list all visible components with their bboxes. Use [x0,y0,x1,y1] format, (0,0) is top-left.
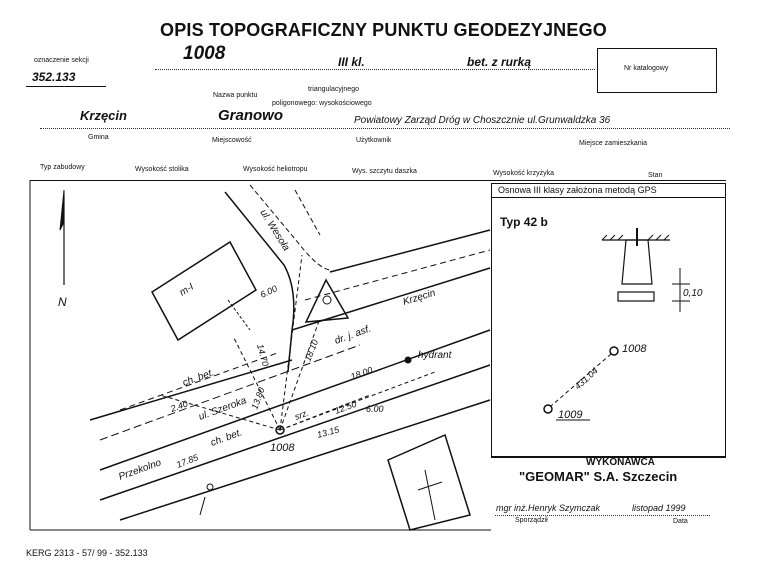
hydrant-label: hydrant [418,350,452,361]
dim-1470: 14.70 [255,342,271,368]
miejscowosc-label: Miejscowość [212,137,252,144]
dim-1315: 13.15 [315,424,341,440]
net-line1: triangulacyjnego [308,86,359,93]
typ-zabudowy-label: Typ zabudowy [40,164,85,171]
uzytkownik-label: Użytkownik [356,137,392,144]
miejsce-label: Miejsce zamieszkania [579,140,648,147]
point-1008-panel [610,347,618,355]
pillar-body [622,240,652,284]
street-wesola-edge2 [250,185,330,270]
ch-bet-2: ch. bet. [209,427,244,449]
doc-id: KERG 2313 - 57/ 99 - 352.133 [26,548,148,558]
depth-label: 0,10 [683,288,703,299]
point-class: III kl. [338,55,365,69]
road-edge2 [100,365,490,500]
date: listopad 1999 [632,503,686,513]
dim-srz: srz. [293,407,311,422]
uzytkownik-value: Powiatowy Zarząd Dróg w Choszcznie ul.Grunwaldzka 36 [354,115,611,126]
building-m-i [152,242,256,340]
author: mgr inż.Henryk Szymczak [496,503,601,513]
point-1009-panel [544,405,552,413]
street-szeroka: ul. Szeroka [197,395,249,423]
building-label: m-I [177,281,196,299]
dim-1810: 18.10 [302,338,321,363]
wys-heliotropu-label: Wysokość heliotropu [243,166,308,173]
dim-1250: 12.50 [333,398,358,416]
street-przekolno: Przekolno [117,457,163,483]
typ-label: Typ 42 b [500,215,548,229]
sheet-label: oznaczenie sekcji [34,57,89,64]
gmina-label: Gmina [88,134,109,141]
panel-point-1009: 1009 [558,409,583,421]
wykonawca-label: WYKONAWCA [586,457,655,468]
sporzadzil-label: Sporządził [515,517,548,524]
data-label: Data [673,518,688,525]
sheet-value: 352.133 [32,70,76,84]
dim-240: 2.40 [169,398,190,414]
panel-point-1008: 1008 [622,343,647,355]
street-krzecin-edge1 [330,230,490,272]
wys-stolika-label: Wysokość stolika [135,166,189,173]
wys-szczytu-label: Wys. szczytu daszka [352,168,417,175]
street-wesola: ul. Wesoła [257,207,292,254]
sketch-point-1008: 1008 [270,442,295,454]
dim-600b: 6.00 [366,404,384,414]
north-label: N [58,295,67,309]
dim-1800: 18.00 [349,364,374,382]
wys-krzyzyka-label: Wysokość krzyżyka [493,170,555,177]
point-name-label: Nazwa punktu [213,92,258,99]
north-arrow-head [60,190,64,230]
dim-1785: 17.85 [175,452,200,470]
panel-distance: 431.04 [572,365,600,392]
dim-1380: 13.80 [249,386,267,411]
miejscowosc-value: Granowo [218,107,284,124]
ch-bet-1: ch. bet. [181,367,216,389]
lower-building [388,435,470,530]
osnowa-label: Osnowa III klasy założona metodą GPS [498,185,657,195]
net-line2: poligonowego: wysokościowego [272,100,372,107]
point-number: 1008 [183,43,226,64]
stan-label: Stan [648,172,663,179]
page-title: OPIS TOPOGRAFICZNY PUNKTU GEODEZYJNEGO [160,20,607,40]
catalog-label: Nr katalogowy [624,65,669,72]
underground-plate [618,292,654,301]
company: "GEOMAR" S.A. Szczecin [519,469,678,484]
gmina-value: Krzęcin [80,108,127,123]
stabilization: bet. z rurką [467,55,532,69]
street-krzecin: Krzęcin [401,287,437,308]
dim-600a: 6.00 [258,283,279,300]
dr-asf: dr. j. asf. [333,323,373,347]
